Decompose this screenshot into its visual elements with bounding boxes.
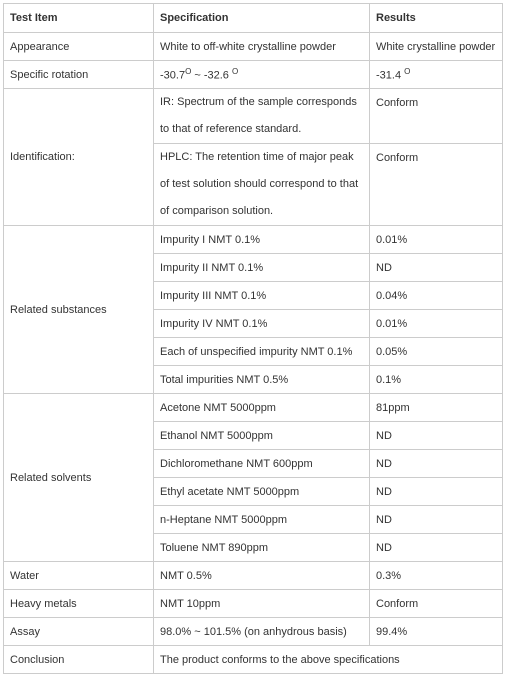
spec-cell: Impurity IV NMT 0.1% bbox=[154, 310, 370, 338]
test-item-heavy-metals: Heavy metals bbox=[4, 590, 154, 618]
spec-cell: Ethanol NMT 5000ppm bbox=[154, 422, 370, 450]
spec-cell: Each of unspecified impurity NMT 0.1% bbox=[154, 338, 370, 366]
table-row bbox=[4, 618, 503, 646]
header-results: Results bbox=[370, 4, 503, 33]
table-row bbox=[4, 226, 503, 254]
test-item-specific-rotation: Specific rotation bbox=[4, 61, 154, 89]
test-item-related-solvents: Related solvents bbox=[4, 394, 154, 562]
spec-line: of test solution should correspond to that bbox=[160, 178, 359, 190]
header-test-item: Test Item bbox=[4, 4, 154, 33]
spec-low-value: -30.7 bbox=[160, 69, 186, 82]
result-cell: ND bbox=[370, 422, 503, 450]
result-cell: ND bbox=[370, 450, 503, 478]
result-cell: White crystalline powder bbox=[370, 33, 503, 61]
result-cell: 0.05% bbox=[370, 338, 503, 366]
spec-cell bbox=[154, 89, 370, 144]
result-cell: Conform bbox=[370, 144, 503, 226]
test-item-assay: Assay bbox=[4, 618, 154, 646]
degree-mark: O bbox=[185, 67, 192, 77]
table-row bbox=[4, 61, 503, 89]
header-row bbox=[4, 4, 503, 33]
spec-cell: Impurity III NMT 0.1% bbox=[154, 282, 370, 310]
spec-cell: Acetone NMT 5000ppm bbox=[154, 394, 370, 422]
spec-line: IR: Spectrum of the sample corresponds bbox=[160, 96, 357, 108]
degree-mark: O bbox=[231, 67, 239, 77]
test-item-conclusion: Conclusion bbox=[4, 646, 154, 674]
result-cell: 0.01% bbox=[370, 226, 503, 254]
spec-cell: NMT 0.5% bbox=[154, 562, 370, 590]
spec-line: HPLC: The retention time of major peak bbox=[160, 151, 354, 163]
table-row bbox=[4, 89, 503, 144]
spec-range: ~ -32.6 bbox=[191, 69, 232, 82]
spec-line: to that of reference standard. bbox=[160, 123, 302, 135]
table-row bbox=[4, 394, 503, 422]
result-cell bbox=[370, 61, 503, 89]
result-cell: 0.1% bbox=[370, 366, 503, 394]
degree-mark: O bbox=[404, 67, 411, 77]
spec-cell: Impurity II NMT 0.1% bbox=[154, 254, 370, 282]
test-item-appearance: Appearance bbox=[4, 33, 154, 61]
spec-cell: NMT 10ppm bbox=[154, 590, 370, 618]
spec-cell: Dichloromethane NMT 600ppm bbox=[154, 450, 370, 478]
result-cell: 0.01% bbox=[370, 310, 503, 338]
table-row bbox=[4, 33, 503, 61]
spec-cell: Impurity I NMT 0.1% bbox=[154, 226, 370, 254]
conclusion-cell: The product conforms to the above specifications bbox=[154, 646, 503, 674]
test-item-water: Water bbox=[4, 562, 154, 590]
result-cell: ND bbox=[370, 478, 503, 506]
test-item-related-substances: Related substances bbox=[4, 226, 154, 394]
test-item-identification: Identification: bbox=[4, 89, 154, 226]
spec-cell bbox=[154, 61, 370, 89]
header-specification: Specification bbox=[154, 4, 370, 33]
table-row bbox=[4, 562, 503, 590]
spec-cell: White to off-white crystalline powder bbox=[154, 33, 370, 61]
result-cell: Conform bbox=[370, 590, 503, 618]
spec-cell: Total impurities NMT 0.5% bbox=[154, 366, 370, 394]
table-row bbox=[4, 646, 503, 674]
result-cell: 99.4% bbox=[370, 618, 503, 646]
result-cell: 81ppm bbox=[370, 394, 503, 422]
spec-cell: Toluene NMT 890ppm bbox=[154, 534, 370, 562]
result-cell: Conform bbox=[370, 89, 503, 144]
result-cell: ND bbox=[370, 506, 503, 534]
spec-cell: Ethyl acetate NMT 5000ppm bbox=[154, 478, 370, 506]
result-value: -31.4 bbox=[376, 69, 405, 82]
specification-table bbox=[3, 3, 503, 674]
spec-cell: n-Heptane NMT 5000ppm bbox=[154, 506, 370, 534]
result-cell: ND bbox=[370, 254, 503, 282]
spec-cell bbox=[154, 144, 370, 226]
table-row bbox=[4, 590, 503, 618]
result-cell: 0.04% bbox=[370, 282, 503, 310]
spec-cell: 98.0% ~ 101.5% (on anhydrous basis) bbox=[154, 618, 370, 646]
spec-line: of comparison solution. bbox=[160, 205, 274, 217]
result-cell: ND bbox=[370, 534, 503, 562]
result-cell: 0.3% bbox=[370, 562, 503, 590]
